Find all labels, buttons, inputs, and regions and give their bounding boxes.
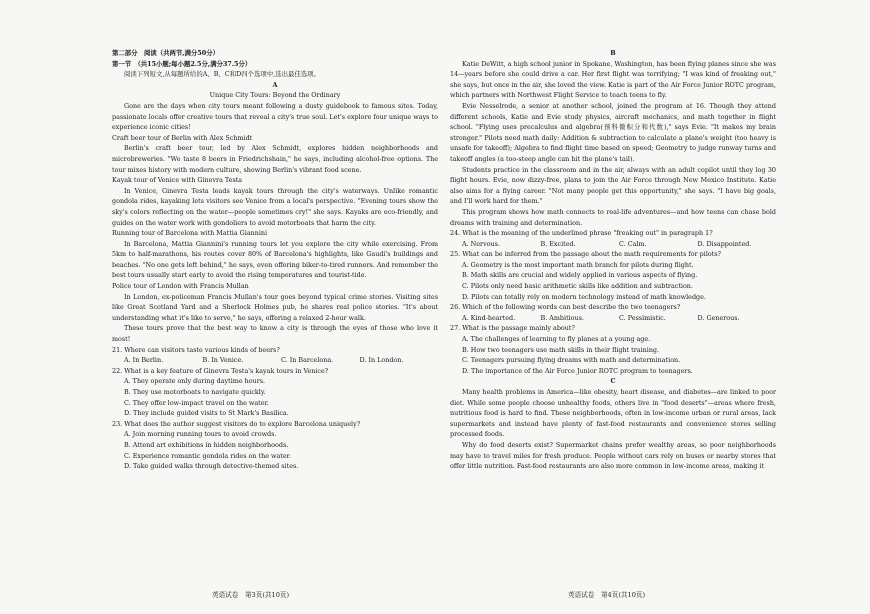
option: B. Math skills are crucial and widely applied in various aspects of flying. xyxy=(462,271,698,280)
passage-b-paragraph-4: This program shows how math connects to real-life adventures—and how teens can chase bold dreams with training and determination. xyxy=(450,207,776,227)
option: A. Join morning running tours to avoid crowds. xyxy=(124,430,277,439)
option: C. Pessimistic. xyxy=(619,313,666,322)
question-27: 27. What is the passage mainly about? xyxy=(450,324,575,333)
tour-heading-venice: Kayak tour of Venice with Ginevra Testa xyxy=(112,176,243,185)
question-24: 24. What is the meaning of the underlined phrase "freaking out" in paragraph 1? xyxy=(450,229,713,238)
passage-b-letter: B xyxy=(610,49,616,57)
part-heading: 第二部分 阅读（共两节,满分50分） xyxy=(112,49,219,57)
left-column xyxy=(112,48,438,472)
question-26: 26. Which of the following words can best describe the two teenagers? xyxy=(450,303,681,312)
tour-body-london: In London, ex-policeman Francis Mullan's tour goes beyond typical crime stories. Visiting sites like Great Scotland Yard and a Sherlock Holmes pub, he shares real police stories. "It's about understanding what it's like to serve," he says, offering a relaxed 2-hour walk. xyxy=(112,292,438,322)
passage-a-title: Unique City Tours: Beyond the Ordinary xyxy=(209,91,341,100)
question-26-options xyxy=(450,313,776,324)
question-21-options xyxy=(112,355,438,366)
option: D. Generous. xyxy=(697,313,740,322)
tour-body-barcelona: In Barcelona, Mattia Giannini's running tours let you explore the city while exercising. From 5km to half-marathons, his routes cover 80% of Barcelona's highlights, like Gaudí's buildings and beaches. "No one gets left behind," he says, even offering biker-to-tired runners. And remember the best tours usually start early to avoid the rising temperatures and tourist-tide. xyxy=(112,239,438,280)
option: B. Ambitious. xyxy=(540,313,584,322)
tour-heading-barcelona: Running tour of Barcelona with Mattia Giannini xyxy=(112,229,268,238)
option: C. Calm. xyxy=(619,239,647,248)
page-footer-left: 英语试卷 第3页(共10页) xyxy=(212,591,290,599)
passage-c-letter: C xyxy=(610,377,616,386)
option: C. They offer low-impact travel on the water. xyxy=(124,398,269,407)
passage-intro: Gone are the days when city tours meant following a dusty guidebook to famous sites. Today, passionate locals offer creative tours that reveal a city's true soul. Let's explore four unique ways to experience iconic cities! xyxy=(112,101,438,132)
option: A. They operate only during daytime hours. xyxy=(124,377,266,386)
option: B. Excited. xyxy=(540,239,576,248)
option: C. Pilots only need basic arithmetic skills like addition and subtraction. xyxy=(462,282,693,291)
option: A. Nervous. xyxy=(462,239,500,248)
question-21: 21. Where can visitors taste various kinds of beers? xyxy=(112,345,280,354)
page-footer-right: 英语试卷 第4页(共10页) xyxy=(568,591,646,599)
section-heading: 第一节 （共15小题;每小题2.5分,满分37.5分） xyxy=(112,59,252,68)
passage-b-paragraph-3: Students practice in the classroom and in the air, always with an adult copilot until they log 30 flight hours. Evie, now dizzy-free, plans to join the Air Force through New Mexico Institute. Katie also aims for a flying career. "Not many people get this opportunity," she says. "I have big goals, and I'll work hard for them." xyxy=(450,165,776,206)
tour-body-venice: In Venice, Ginevra Testa leads kayak tours through the city's waterways. Unlike romantic gondola rides, kayaking lets visitors see Venice from a local's perspective. "Evening tours show the sky's colors reflecting on the water—people sometimes cry!" she says. Kayaks are eco-friendly, and guides on the water work with gondoliers to avoid motorboats that harm the city. xyxy=(112,186,438,227)
question-25: 25. What can be inferred from the passage about the math requirements for pilots? xyxy=(450,250,721,259)
passage-c-paragraph-1: Many health problems in America—like obesity, heart disease, and diabetes—are linked to poor diet. While some people choose unhealthy foods, others live in "food deserts"—areas where fresh, nutritious food is hard to find. These neighborhoods, often in low-income urban or rural areas, lack supermarkets and instead have plenty of fast-food restaurants and convenience stores selling processed foods. xyxy=(450,388,776,439)
option: D. Take guided walks through detective-themed sites. xyxy=(124,462,299,471)
passage-c-paragraph-2: Why do food deserts exist? Supermarket chains prefer wealthy areas, so poor neighborhoods may have to travel miles for fresh produce. People without cars rely on buses or nearby stores that offer little nutrition. Fast-food restaurants are also more common in low-income areas, making it xyxy=(450,440,776,471)
question-24-options xyxy=(450,239,776,250)
option: B. They use motorboats to navigate quickly. xyxy=(124,388,266,396)
passage-closing: These tours prove that the best way to know a city is through the eyes of those who love it most! xyxy=(112,324,438,344)
passage-b-paragraph-1: Katie DeWitt, a high school junior in Spokane, Washington, has been flying planes since she was 14—years before she could drive a car. Her first flight was terrifying; "I was kind of freaking out," she says, but once in the air, she loved the view. Katie is part of the Air Force Junior ROTC program, which partners with Northwest Flight Service to teach teens to fly. xyxy=(450,59,776,100)
option: A. The challenges of learning to fly planes at a young age. xyxy=(462,335,651,344)
option: A. Kind-hearted. xyxy=(462,313,516,322)
option: C. Teenagers pursuing flying dreams with math and determination. xyxy=(462,356,681,365)
tour-body-berlin: Berlin's craft beer tour, led by Alex Schmidt, explores hidden neighborhoods and microbreweries. "We taste 8 beers in Friedrichshain," he says, including alcohol-free options. The tour mixes history with modern culture, showing Berlin's vibrant food scene. xyxy=(112,144,438,174)
question-23: 23. What does the author suggest visitors do to explore Barcelona uniquely? xyxy=(112,419,361,428)
option: A. Geometry is the most important math branch for pilots during flight. xyxy=(462,260,694,269)
option: D. The importance of the Air Force Junior ROTC program to teenagers. xyxy=(462,366,693,375)
option: D. Pilots can totally rely on modern technology instead of math knowledge. xyxy=(462,292,706,301)
tour-heading-berlin: Craft beer tour of Berlin with Alex Schmidt xyxy=(112,133,253,142)
instruction: 阅读下列短文,从每题所给的A、B、C和D四个选项中,选出最佳选项。 xyxy=(124,70,320,79)
option: B. In Venice. xyxy=(202,356,244,365)
passage-a-letter: A xyxy=(272,80,278,89)
right-column xyxy=(450,48,776,472)
option: D. In London. xyxy=(359,356,404,365)
option: B. How two teenagers use math skills in their flight training. xyxy=(462,345,660,354)
option: B. Attend art exhibitions in hidden neighborhoods. xyxy=(124,440,289,449)
option: C. Experience romantic gondola rides on the water. xyxy=(124,451,292,460)
option: A. In Berlin. xyxy=(124,356,164,365)
passage-b-paragraph-2: Evie Nesselrode, a senior at another school, joined the program at 16. Though they attend different schools, Katie and Evie study physics, aircraft mechanics, and math together in flight school. "Flying uses precalculus and algebra(预科微积分和代数)," says Evie. "It makes my brain stronger." Pilots need math daily: Addition & subtraction to calculate a plane's weight (too heavy is unsafe for takeoff); Algebra to find flight time based on speed; Geometry to judge runway turns and takeoff angles (a too-steep angle can hit the plane's tail). xyxy=(450,101,776,163)
option: D. Disappointed. xyxy=(697,239,752,248)
question-22: 22. What is a key feature of Ginevra Testa's kayak tours in Venice? xyxy=(112,366,329,375)
option: C. In Barcelona. xyxy=(281,356,334,365)
tour-heading-london: Police tour of London with Francis Mullan xyxy=(112,282,249,291)
option: D. They include guided visits to St Mark's Basilica. xyxy=(124,409,289,418)
